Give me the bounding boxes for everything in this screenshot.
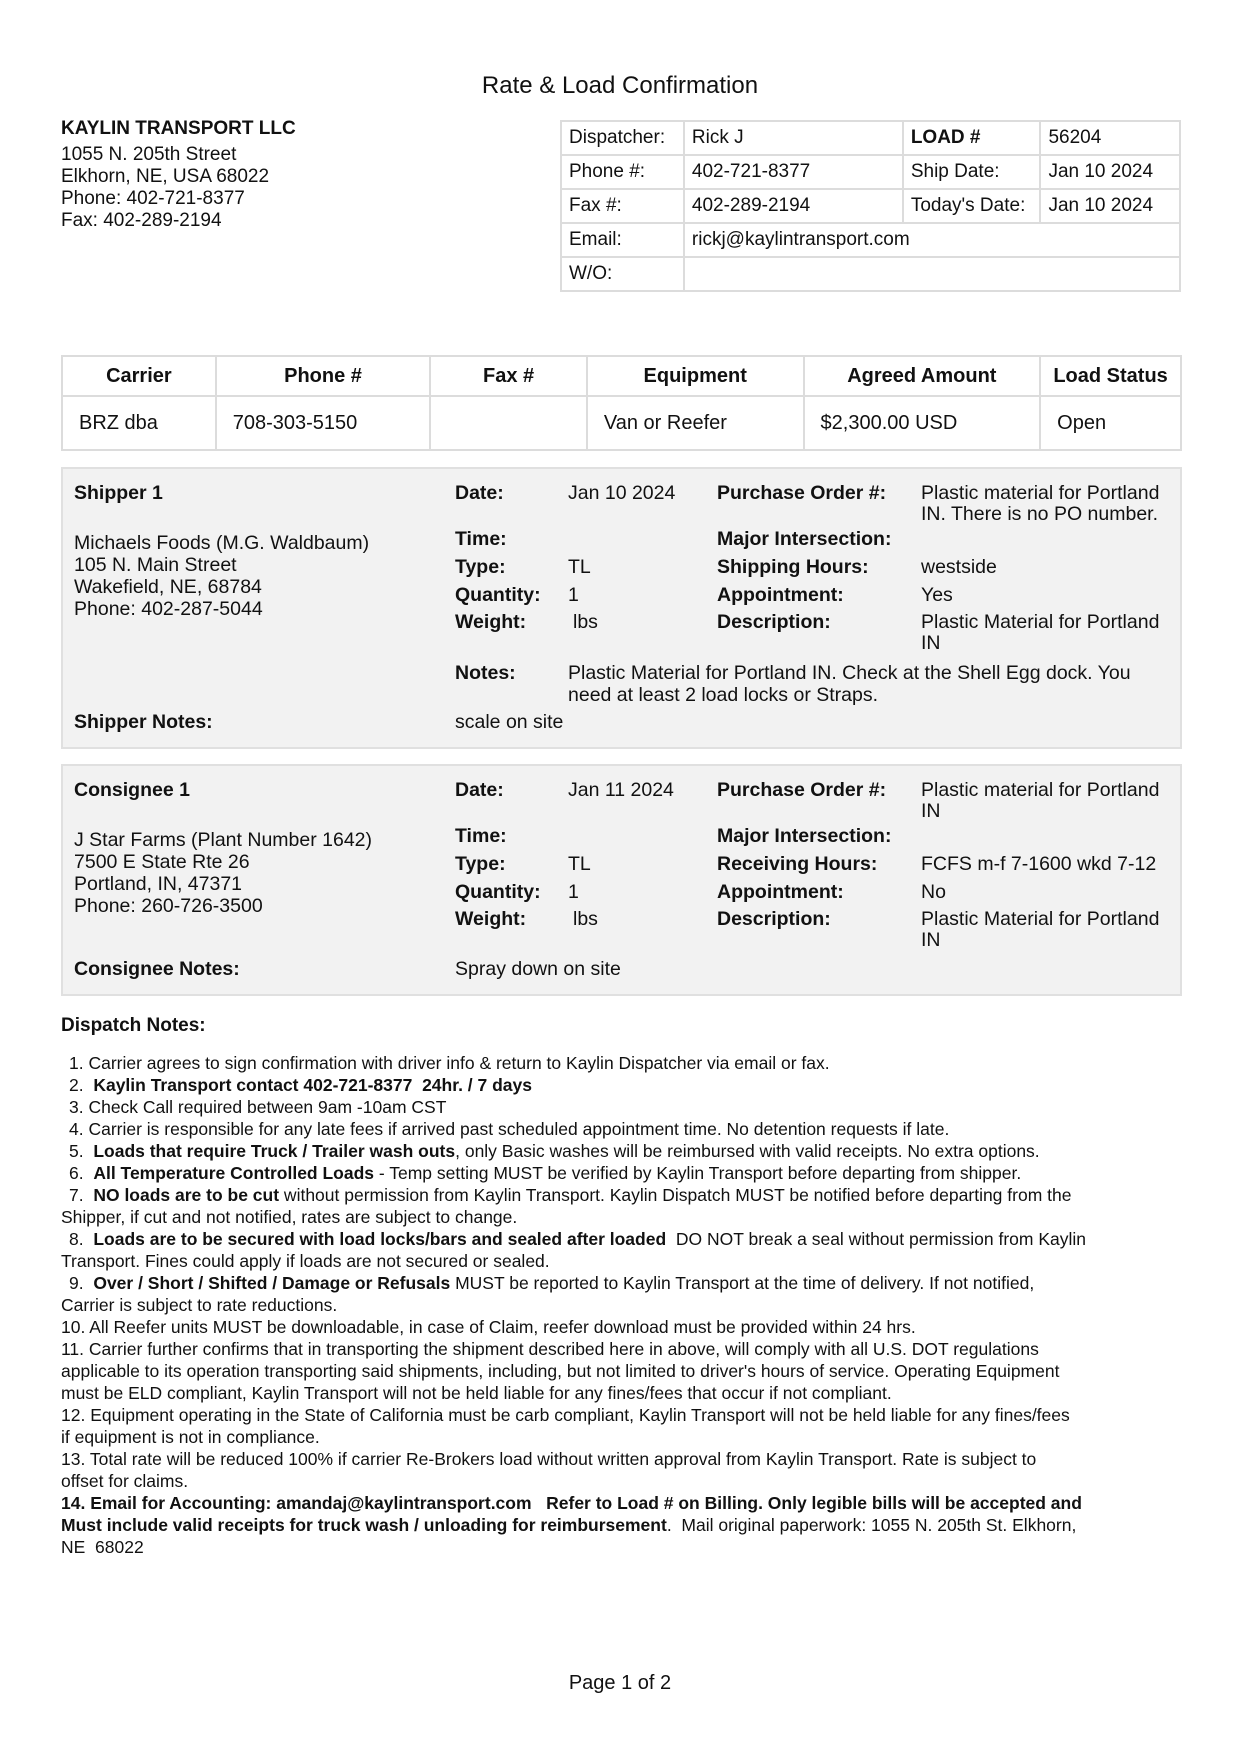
carrier-status: Open	[1040, 396, 1181, 450]
load-label: LOAD #	[903, 121, 1041, 155]
note-12-line-1: 12. Equipment operating in the State of California must be carb compliant, Kaylin Transport will not be held liable for any fines/fees	[61, 1405, 1070, 1425]
note-5-text: , only Basic washes will be reimbursed with valid receipts. No extra options.	[455, 1141, 1040, 1161]
load-status-header: Load Status	[1040, 356, 1181, 396]
fax-label: Fax #:	[561, 189, 684, 223]
shipper-type: TL	[568, 556, 591, 578]
equipment-header: Equipment	[587, 356, 804, 396]
consignee-name: J Star Farms (Plant Number 1642)	[74, 829, 373, 851]
phone-label: Phone #:	[561, 155, 684, 189]
shipper-qty-label: Quantity:	[455, 584, 541, 606]
note-11-line-1: 11. Carrier further confirms that in transporting the shipment described here in above, will comply with all U.S. DOT regulations	[61, 1339, 1039, 1359]
shipper-po-line-2: IN. There is no PO number.	[921, 503, 1158, 525]
note-5	[69, 1140, 1169, 1162]
consignee-appointment: No	[921, 881, 946, 903]
note-7	[69, 1184, 1169, 1206]
consignee-notes-footer-label: Consignee Notes:	[74, 958, 240, 980]
today-label: Today's Date:	[903, 189, 1041, 223]
consignee-weight-label: Weight:	[455, 908, 527, 930]
shipper-notes-footer-label: Shipper Notes:	[74, 711, 213, 733]
page-title: Rate & Load Confirmation	[481, 72, 759, 99]
note-11-line-2: applicable to its operation transporting said shipments, including, but not limited to driver's hours of service. Operating Equipment	[61, 1361, 1060, 1381]
shipper-time-label: Time:	[455, 528, 507, 550]
ship-date-label: Ship Date:	[903, 155, 1041, 189]
fax-value: 402-289-2194	[684, 189, 903, 223]
consignee-type: TL	[568, 853, 591, 875]
note-1: 1. Carrier agrees to sign confirmation with driver info & return to Kaylin Dispatcher via email or fax.	[69, 1053, 830, 1073]
agreed-amount-header: Agreed Amount	[804, 356, 1041, 396]
shipper-po-line-1: Plastic material for Portland	[921, 482, 1160, 504]
consignee-po-line-1: Plastic material for Portland	[921, 779, 1160, 801]
shipper-hours: westside	[921, 556, 997, 578]
shipper-notes-line-1: Plastic Material for Portland IN. Check at the Shell Egg dock. You	[568, 662, 1131, 684]
shipper-type-label: Type:	[455, 556, 506, 578]
carrier-row	[62, 396, 1181, 450]
consignee-phone: Phone: 260-726-3500	[74, 895, 263, 917]
shipper-po-label: Purchase Order #:	[717, 482, 887, 504]
note-12-line-2: if equipment is not in compliance.	[61, 1427, 320, 1447]
shipper-hours-label: Shipping Hours:	[717, 556, 869, 578]
company-address-2: Elkhorn, NE, USA 68022	[61, 166, 270, 187]
shipper-description-label: Description:	[717, 611, 831, 633]
consignee-date: Jan 11 2024	[568, 779, 674, 801]
note-6-text: - Temp setting MUST be verified by Kaylin Transport before departing from shipper.	[374, 1163, 1022, 1183]
note-5-number: 5.	[69, 1141, 94, 1161]
consignee-time-label: Time:	[455, 825, 507, 847]
note-8-number: 8.	[69, 1229, 94, 1249]
shipper-address-1: 105 N. Main Street	[74, 554, 237, 576]
consignee-type-label: Type:	[455, 853, 506, 875]
note-9-text: MUST be reported to Kaylin Transport at the time of delivery. If not notified,	[450, 1273, 1035, 1293]
dispatcher-label: Dispatcher:	[561, 121, 684, 155]
today-value: Jan 10 2024	[1040, 189, 1180, 223]
page-number: Page 1 of 2	[568, 1672, 672, 1694]
consignee-address-2: Portland, IN, 47371	[74, 873, 243, 895]
carrier-phone: 708-303-5150	[216, 396, 431, 450]
shipper-title: Shipper 1	[74, 482, 163, 504]
note-9-bold: Over / Short / Shifted / Damage or Refusals	[93, 1273, 451, 1293]
company-fax: Fax: 402-289-2194	[61, 210, 222, 231]
consignee-description-label: Description:	[717, 908, 831, 930]
note-14-line-2	[61, 1514, 1169, 1536]
note-6	[69, 1162, 1169, 1184]
ship-date-value: Jan 10 2024	[1040, 155, 1180, 189]
note-7-number: 7.	[69, 1185, 94, 1205]
shipper-appointment: Yes	[921, 584, 953, 606]
shipper-address-2: Wakefield, NE, 68784	[74, 576, 262, 598]
shipper-appointment-label: Appointment:	[717, 584, 844, 606]
consignee-description-line-1: Plastic Material for Portland	[921, 908, 1160, 930]
shipper-notes-label: Notes:	[455, 662, 516, 684]
wo-value	[684, 257, 1180, 291]
consignee-hours: FCFS m-f 7-1600 wkd 7-12	[921, 853, 1157, 875]
note-10: 10. All Reefer units MUST be downloadable, in case of Claim, reefer download must be provided within 24 hrs.	[61, 1317, 916, 1337]
shipper-date-label: Date:	[455, 482, 504, 504]
email-value[interactable]: rickj@kaylintransport.com	[684, 223, 1180, 257]
note-8-line-2: Transport. Fines could apply if loads are not secured or sealed.	[61, 1251, 550, 1271]
company-address-1: 1055 N. 205th Street	[61, 144, 237, 165]
note-7-text: without permission from Kaylin Transport. Kaylin Dispatch MUST be notified before departing from the	[279, 1185, 1072, 1205]
dispatch-notes-title: Dispatch Notes:	[61, 1015, 206, 1036]
carrier-name: BRZ dba	[62, 396, 216, 450]
carrier-equipment: Van or Reefer	[587, 396, 804, 450]
note-6-bold: All Temperature Controlled Loads	[93, 1163, 375, 1183]
note-13-line-1: 13. Total rate will be reduced 100% if carrier Re-Brokers load without written approval from Kaylin Transport. Rate is subject to	[61, 1449, 1037, 1469]
note-7-bold: NO loads are to be cut	[93, 1185, 280, 1205]
consignee-hours-label: Receiving Hours:	[717, 853, 878, 875]
note-13-line-2: offset for claims.	[61, 1471, 189, 1491]
consignee-address-1: 7500 E State Rte 26	[74, 851, 250, 873]
note-2-bold: Kaylin Transport contact 402-721-8377 24hr. / 7 days	[93, 1075, 533, 1095]
note-6-number: 6.	[69, 1163, 94, 1183]
shipper-notes-footer-value: scale on site	[455, 711, 564, 733]
note-9	[69, 1272, 1169, 1294]
note-4: 4. Carrier is responsible for any late fees if arrived past scheduled appointment time. No detention requests if late.	[69, 1119, 950, 1139]
consignee-po-label: Purchase Order #:	[717, 779, 887, 801]
shipper-section	[61, 467, 1182, 749]
company-phone: Phone: 402-721-8377	[61, 188, 245, 209]
phone-header: Phone #	[216, 356, 431, 396]
note-9-number: 9.	[69, 1273, 94, 1293]
note-5-bold: Loads that require Truck / Trailer wash outs	[93, 1141, 456, 1161]
phone-value: 402-721-8377	[684, 155, 903, 189]
shipper-notes-line-2: need at least 2 load locks or Straps.	[568, 684, 879, 706]
consignee-weight: lbs	[573, 908, 598, 930]
shipper-weight-label: Weight:	[455, 611, 527, 633]
note-3: 3. Check Call required between 9am -10am CST	[69, 1097, 447, 1117]
consignee-intersection-label: Major Intersection:	[717, 825, 892, 847]
consignee-po-line-2: IN	[921, 800, 941, 822]
shipper-description-line-2: IN	[921, 632, 941, 654]
wo-label: W/O:	[561, 257, 684, 291]
email-label: Email:	[561, 223, 684, 257]
fax-header: Fax #	[430, 356, 587, 396]
consignee-section	[61, 764, 1182, 996]
note-8-bold: Loads are to be secured with load locks/bars and sealed after loaded	[93, 1229, 667, 1249]
carrier-fax	[430, 396, 587, 450]
dispatcher-value: Rick J	[684, 121, 903, 155]
load-value: 56204	[1040, 121, 1180, 155]
shipper-qty: 1	[568, 584, 579, 606]
consignee-date-label: Date:	[455, 779, 504, 801]
consignee-notes-footer-value: Spray down on site	[455, 958, 621, 980]
company-name: KAYLIN TRANSPORT LLC	[61, 118, 296, 139]
shipper-weight: lbs	[573, 611, 598, 633]
dispatcher-table	[560, 120, 1181, 292]
note-2-number: 2.	[69, 1075, 94, 1095]
consignee-description-line-2: IN	[921, 929, 941, 951]
dispatch-notes-list	[61, 1052, 1169, 1558]
note-8	[69, 1228, 1169, 1250]
consignee-title: Consignee 1	[74, 779, 190, 801]
note-14-bold: Must include valid receipts for truck wash / unloading for reimbursement	[61, 1515, 667, 1535]
carrier-header: Carrier	[62, 356, 216, 396]
shipper-intersection-label: Major Intersection:	[717, 528, 892, 550]
note-14-text: . Mail original paperwork: 1055 N. 205th St. Elkhorn,	[666, 1515, 1077, 1535]
company-block	[61, 118, 296, 232]
consignee-appointment-label: Appointment:	[717, 881, 844, 903]
note-9-line-2: Carrier is subject to rate reductions.	[61, 1295, 338, 1315]
shipper-description-line-1: Plastic Material for Portland	[921, 611, 1160, 633]
note-14-line-1: 14. Email for Accounting: amandaj@kaylintransport.com Refer to Load # on Billing. Only legible bills will be accepted and	[61, 1493, 1082, 1513]
shipper-name: Michaels Foods (M.G. Waldbaum)	[74, 532, 370, 554]
consignee-qty: 1	[568, 881, 579, 903]
carrier-header-row	[62, 356, 1181, 396]
note-14-line-3: NE 68022	[61, 1537, 144, 1557]
carrier-table	[61, 355, 1182, 451]
note-8-text: DO NOT break a seal without permission from Kaylin	[666, 1229, 1086, 1249]
shipper-phone: Phone: 402-287-5044	[74, 598, 263, 620]
note-7-line-2: Shipper, if cut and not notified, rates are subject to change.	[61, 1207, 518, 1227]
note-11-line-3: must be ELD compliant, Kaylin Transport will not be held liable for any fines/fees that occur if not compliant.	[61, 1383, 892, 1403]
note-2	[69, 1074, 1169, 1096]
consignee-qty-label: Quantity:	[455, 881, 541, 903]
shipper-date: Jan 10 2024	[568, 482, 676, 504]
carrier-amount: $2,300.00 USD	[804, 396, 1041, 450]
